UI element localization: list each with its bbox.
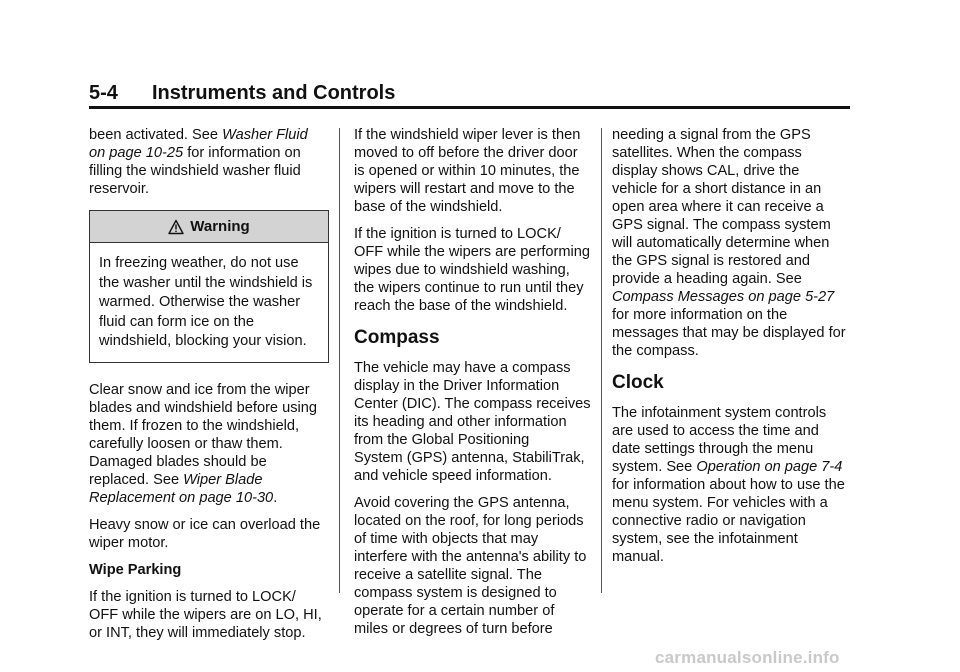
paragraph: The infotainment system controls are used to access the time and date settings through the menu system. See Operation on page 7-4 for information about how to use the menu system. For vehicles with a connective radio or navigation system, see the infotainment manual. xyxy=(612,405,845,565)
section-heading-clock: Clock xyxy=(612,372,664,393)
cross-reference-link[interactable]: Washer Fluid xyxy=(222,127,308,143)
cross-reference-link[interactable]: on page 10-25 xyxy=(89,145,184,161)
section-heading-compass: Compass xyxy=(354,327,440,348)
page-title: Instruments and Controls xyxy=(152,82,396,104)
section-number: 5-4 xyxy=(89,82,118,104)
warning-icon xyxy=(168,219,184,235)
paragraph: Heavy snow or ice can overload the wiper motor. xyxy=(89,516,321,551)
warning-title: Warning xyxy=(190,217,250,235)
column-1 xyxy=(89,126,329,651)
paragraph: The vehicle may have a compass display in the Driver Information Center (DIC). The compass receives its heading and other information from the Global Positioning System (GPS) antenna, StabiliTrak, and vehicle speed information. xyxy=(354,360,591,484)
paragraph: If the ignition is turned to LOCK/ OFF while the wipers are performing wipes due to windshield washing, the wipers continue to run until they reach the base of the windshield. xyxy=(354,226,591,314)
paragraph: Clear snow and ice from the wiper blades and windshield before using them. If frozen to the windshield, carefully loosen or thaw them. Damaged blades should be replaced. See Wiper Blade Replacement on page 10-30. xyxy=(89,381,317,506)
paragraph: If the windshield wiper lever is then moved to off before the driver door is opened or within 10 minutes, the wipers will restart and move to the base of the windshield. xyxy=(354,127,581,215)
watermark: carmanualsonline.info xyxy=(655,648,840,667)
paragraph: needing a signal from the GPS satellites. When the compass display shows CAL, drive the vehicle for a short distance in an open area where it can receive a GPS signal. The compass system will automatically determine when the GPS signal is restored and provide a heading again. See Compass Messages on page 5-27 for more information on the messages that may be displayed for the compass. xyxy=(612,127,846,359)
cross-reference-link[interactable]: Compass Messages on page 5-27 xyxy=(612,289,835,305)
warning-header xyxy=(90,211,328,243)
paragraph: If the ignition is turned to LOCK/ OFF while the wipers are on LO, HI, or INT, they will immediately stop. xyxy=(89,588,322,641)
page-header xyxy=(89,76,850,109)
column-2 xyxy=(354,126,600,647)
paragraph: been activated. See Washer Fluid on page 10-25 for information on filling the windshield washer fluid reservoir. xyxy=(89,127,308,197)
column-3 xyxy=(612,126,856,575)
paragraph: Avoid covering the GPS antenna, located on the roof, for long periods of time with objects that may interfere with the antenna's ability to receive a satellite signal. The compass system is designed to operate for a certain number of miles or degrees of turn before xyxy=(354,495,587,637)
column-divider xyxy=(339,128,340,593)
cross-reference-link[interactable]: Wiper Blade xyxy=(183,471,263,488)
cross-reference-link[interactable]: Operation on page 7-4 xyxy=(696,459,843,475)
cross-reference-link[interactable]: Replacement on page 10-30 xyxy=(89,489,274,506)
subheading: Wipe Parking xyxy=(89,561,182,578)
warning-text: In freezing weather, do not use the washer until the windshield is warmed. Otherwise the washer fluid can form ice on the windshield, blocking your vision. xyxy=(99,255,313,349)
warning-box xyxy=(89,210,329,363)
column-divider xyxy=(601,128,602,593)
